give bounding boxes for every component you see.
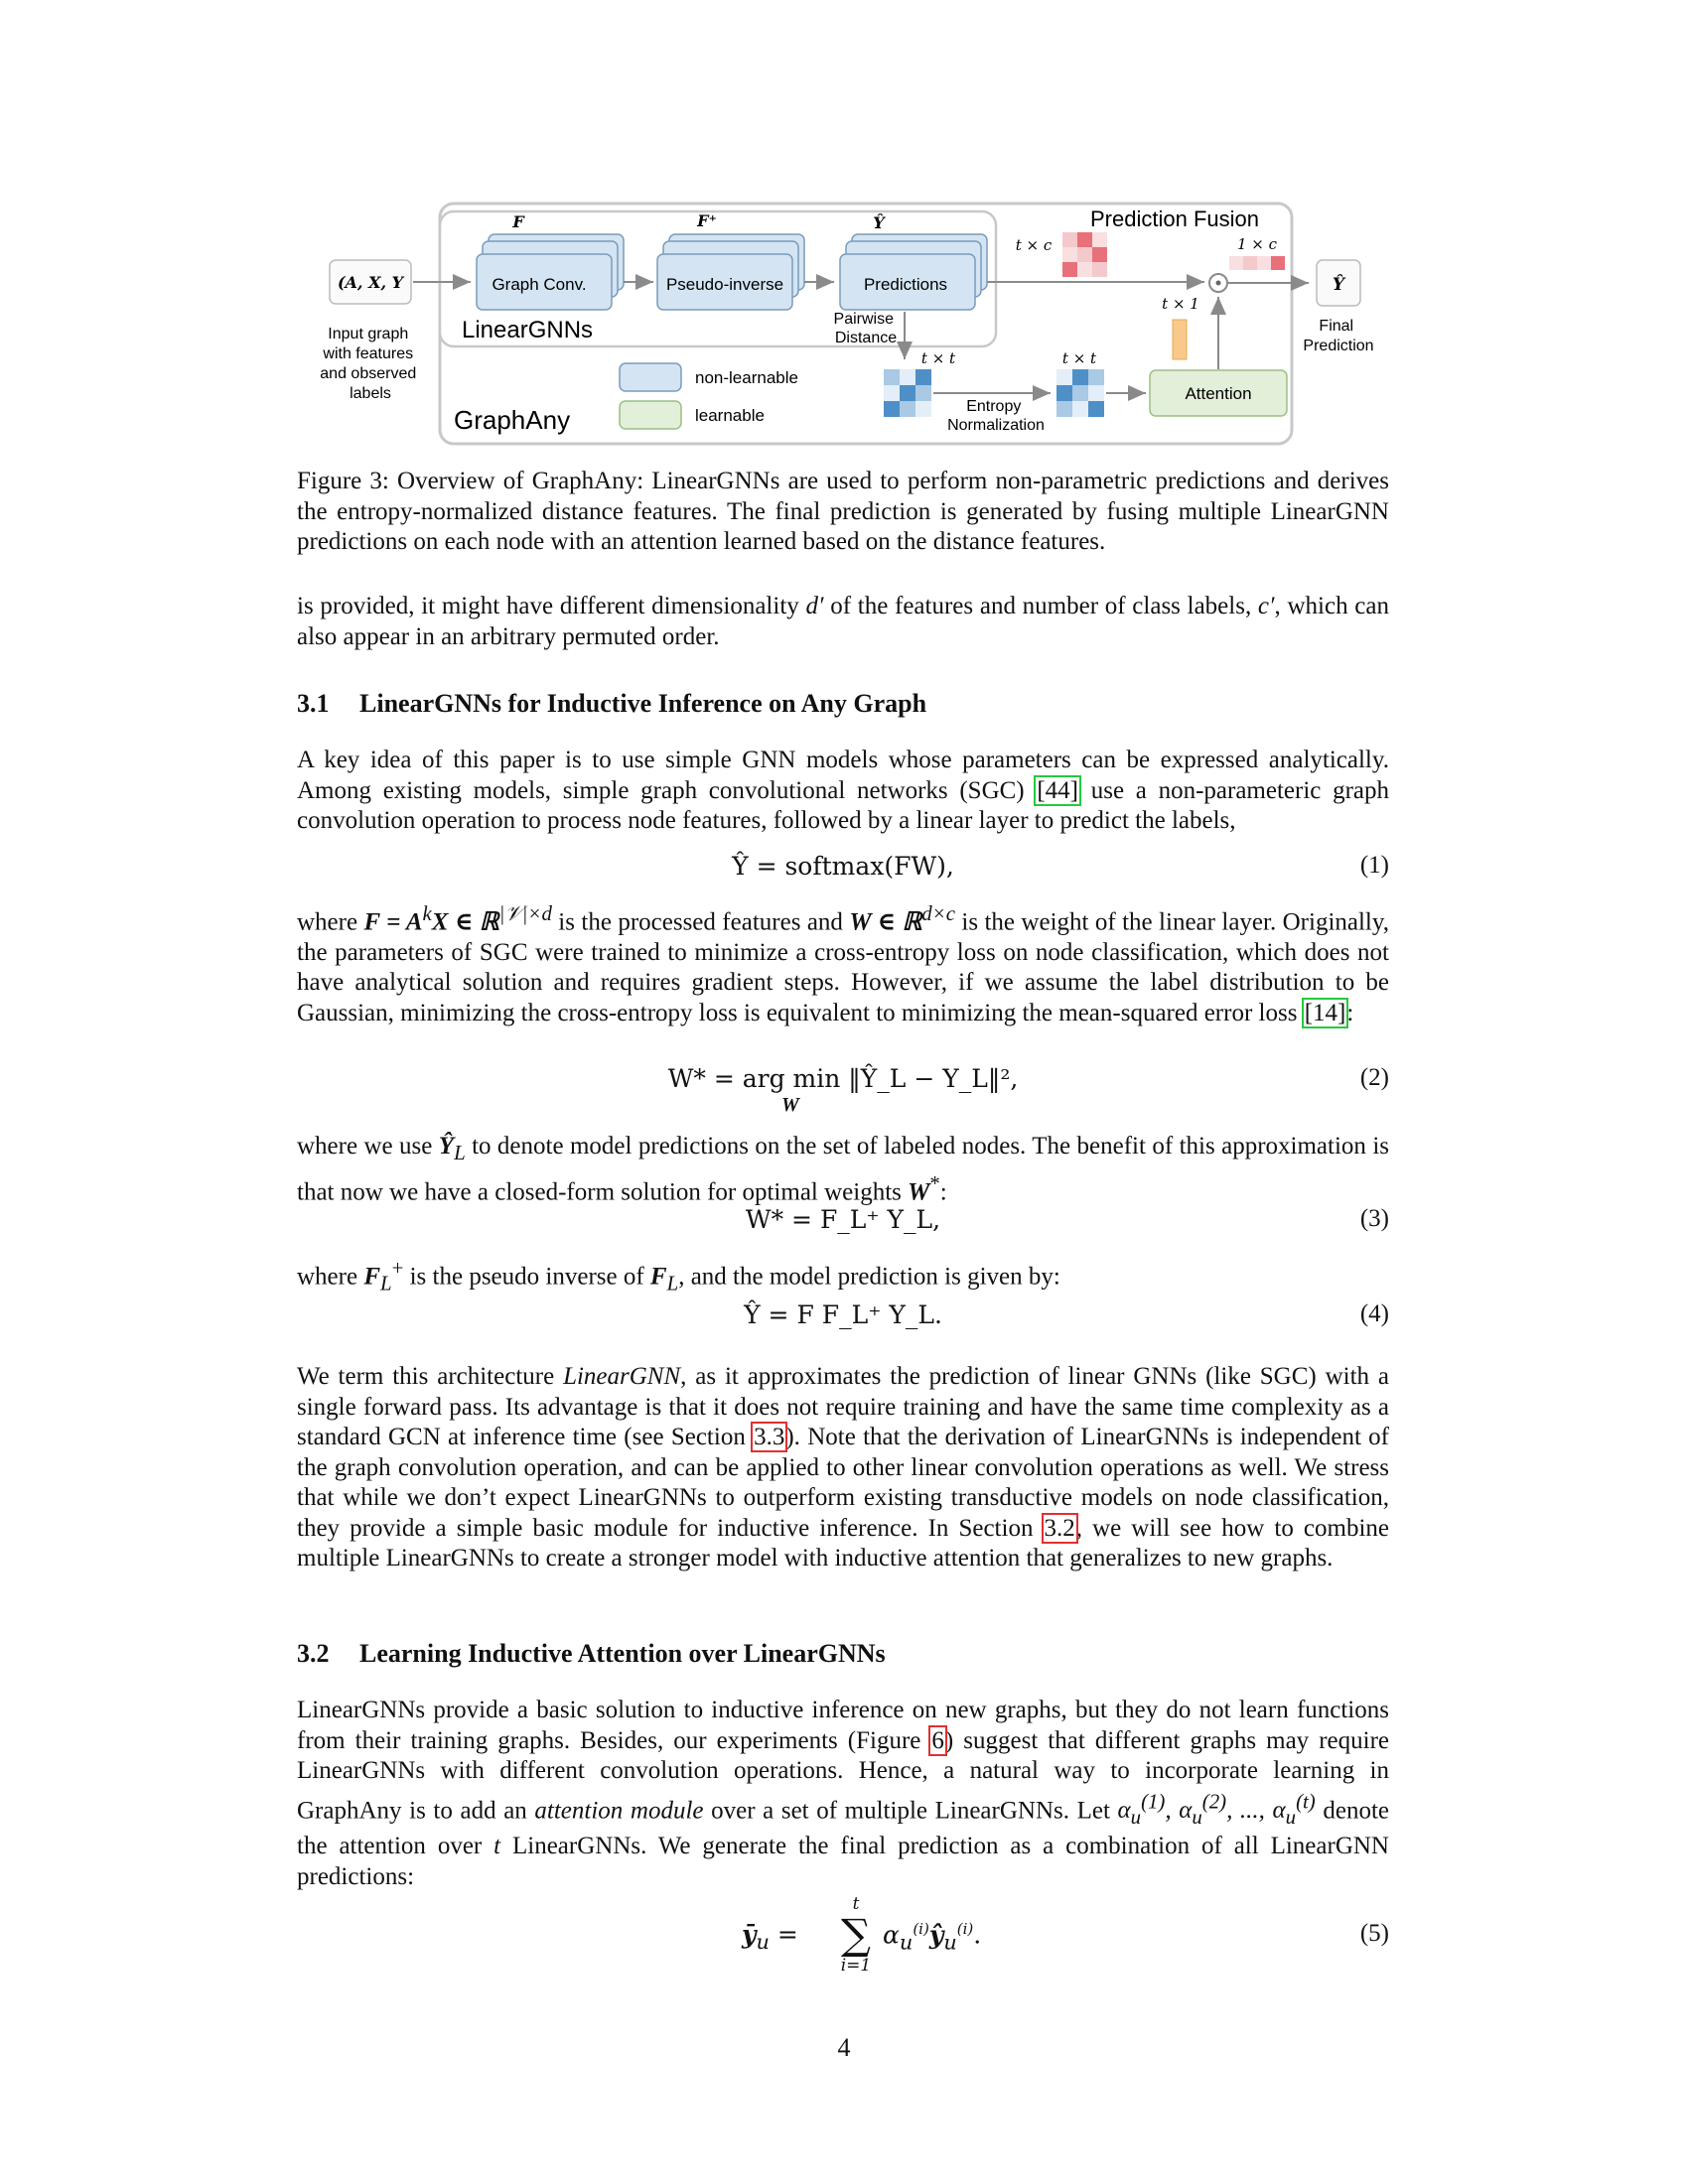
svg-text:Ŷ: Ŷ xyxy=(1332,275,1345,295)
svg-text:F⁺: F⁺ xyxy=(697,211,717,230)
svg-text:t × t: t × t xyxy=(1061,349,1097,367)
page-number: 4 xyxy=(837,2033,851,2062)
input-desc: Input graph with features and observed labels xyxy=(320,326,417,402)
paragraph-attention: LinearGNNs provide a basic solution to inductive inference on new graphs, but they do not learn functions from their training graphs. Besides, our experiments (Figure 6) suggest that different graphs may require LinearGNNs with different convolution operations. Hence, a natural way to incorporate learning in GraphAny is to add an attention module over a set of multiple LinearGNNs. Let $\alpha_u^{(1)}$, $\alpha_u^{(2)}$, ..., $\alpha_u^{(t)}$ denote the attention over t LinearGNNs. We generate the final prediction as a combination of all LinearGNN predictions: xyxy=(297,1697,1389,1890)
pairwise-distance-label: Pairwise Distance xyxy=(833,311,898,346)
attention-label: Attention xyxy=(1185,384,1252,403)
predictions-label: Predictions xyxy=(863,275,948,294)
figure-caption: Figure 3: Overview of GraphAny: LinearGNNs are used to perform non-parametric predictions and derives the entropy-normalized distance features. The final prediction is generated by fusing multiple LinearGNN predictions on each node with an attention learned based on the distance features. xyxy=(297,468,1389,555)
equation-4: Ŷ = F F_L⁺ Y_L. (4) xyxy=(744,1300,1389,1329)
paragraph-sgc: A key idea of this paper is to use simple GNN models whose parameters can be expressed analytically. Among existing models, simple graph convolutional networks (SGC) [44] use a non-parameteric graph convolution operation to process node features, followed by a linear layer to predict the labels, xyxy=(297,747,1389,834)
equation-3: W* = F_L⁺ Y_L, (3) xyxy=(745,1205,1389,1234)
section-heading-3-1: 3.1 LinearGNNs for Inductive Inference on Any Graph xyxy=(297,689,927,718)
paragraph-approximation: where we use $Ŷ_L$ to denote model predictions on the set of labeled nodes. The benefit of this approximation is that now we have a closed-form solution for optimal weights W*: xyxy=(297,1133,1389,1205)
svg-text:t × 1: t × 1 xyxy=(1162,295,1199,313)
svg-text:t × t: t × t xyxy=(920,349,956,367)
pseudo-inverse-label: Pseudo-inverse xyxy=(665,275,784,294)
section-ref-3-2[interactable]: 3.2 xyxy=(1044,1514,1075,1542)
svg-text:F: F xyxy=(512,212,524,231)
graph-conv-label: Graph Conv. xyxy=(492,275,587,294)
section-ref-3-3[interactable]: 3.3 xyxy=(754,1424,785,1450)
graphany-label: GraphAny xyxy=(454,405,571,435)
equation-5: $ȳ_u$ = t ∑ i=1 $\alpha_u^{(i)}ŷ_u^{(i)}$. (5) xyxy=(742,1894,1389,1976)
entropy-normalization-label: Entropy Normalization xyxy=(947,398,1045,434)
paragraph-features: where $F = A^kX$ ∈ ℝ$^{|𝒱|\times d}$ is the processed features and W ∈ ℝ$^{d\times c}$ is the weight of the linear layer. Originally, the parameters of SGC were trained to minimize a cross-entropy loss on node classification, which does not have analytical solution and requires gradient steps. However, if we assume the label distribution to be Gaussian, minimizing the cross-entropy loss is equivalent to minimizing the mean-squared error loss [14]: xyxy=(297,901,1390,1026)
equation-2: W* = arg min ‖Ŷ_L − Y_L‖², (2) W xyxy=(667,1064,1389,1116)
intro-paragraph: is provided, it might have different dimensionality d′ of the features and number of class labels, c′, which can also appear in an arbitrary permuted order. xyxy=(297,593,1389,650)
lineargnns-label: LinearGNNs xyxy=(462,317,594,343)
equation-1: Ŷ = softmax(FW), (1) xyxy=(732,852,1389,881)
prediction-fusion-label: Prediction Fusion xyxy=(1090,206,1259,231)
legend-non-learnable-label: non-learnable xyxy=(695,368,798,387)
final-prediction-label: Final Prediction xyxy=(1303,318,1374,354)
svg-text:Ŷ: Ŷ xyxy=(873,213,885,232)
paragraph-pseudo-inverse: where $F_L^+$ is the pseudo inverse of $F_L$, and the model prediction is given by: xyxy=(297,1256,1060,1296)
svg-text:(A, X, Y: (A, X, Y xyxy=(337,273,404,292)
svg-text:1 × c: 1 × c xyxy=(1236,235,1278,253)
citation-44[interactable]: [44] xyxy=(1037,776,1078,804)
svg-text:t × c: t × c xyxy=(1015,236,1053,254)
figure-ref-6[interactable]: 6 xyxy=(931,1726,944,1754)
paragraph-lineargnn: We term this architecture LinearGNN, as it approximates the prediction of linear GNNs (like SGC) with a single forward pass. Its advantage is that it does not require training and have the same time complexity as a standard GCN at inference time (see Section 3.3). Note that the derivation of LinearGNNs is independent of the graph convolution operation, and can be applied to other linear convolution operations as well. We stress that while we don’t expect LinearGNNs to outperform existing transductive models on node classification, they provide a simple basic module for inductive inference. In Section 3.2, we will see how to combine multiple LinearGNNs to create a stronger model with inductive attention that generalizes to new graphs. xyxy=(297,1363,1390,1571)
citation-14[interactable]: [14] xyxy=(1304,999,1346,1026)
legend-learnable-label: learnable xyxy=(695,406,765,425)
section-heading-3-2: 3.2 Learning Inductive Attention over LinearGNNs xyxy=(297,1639,886,1668)
